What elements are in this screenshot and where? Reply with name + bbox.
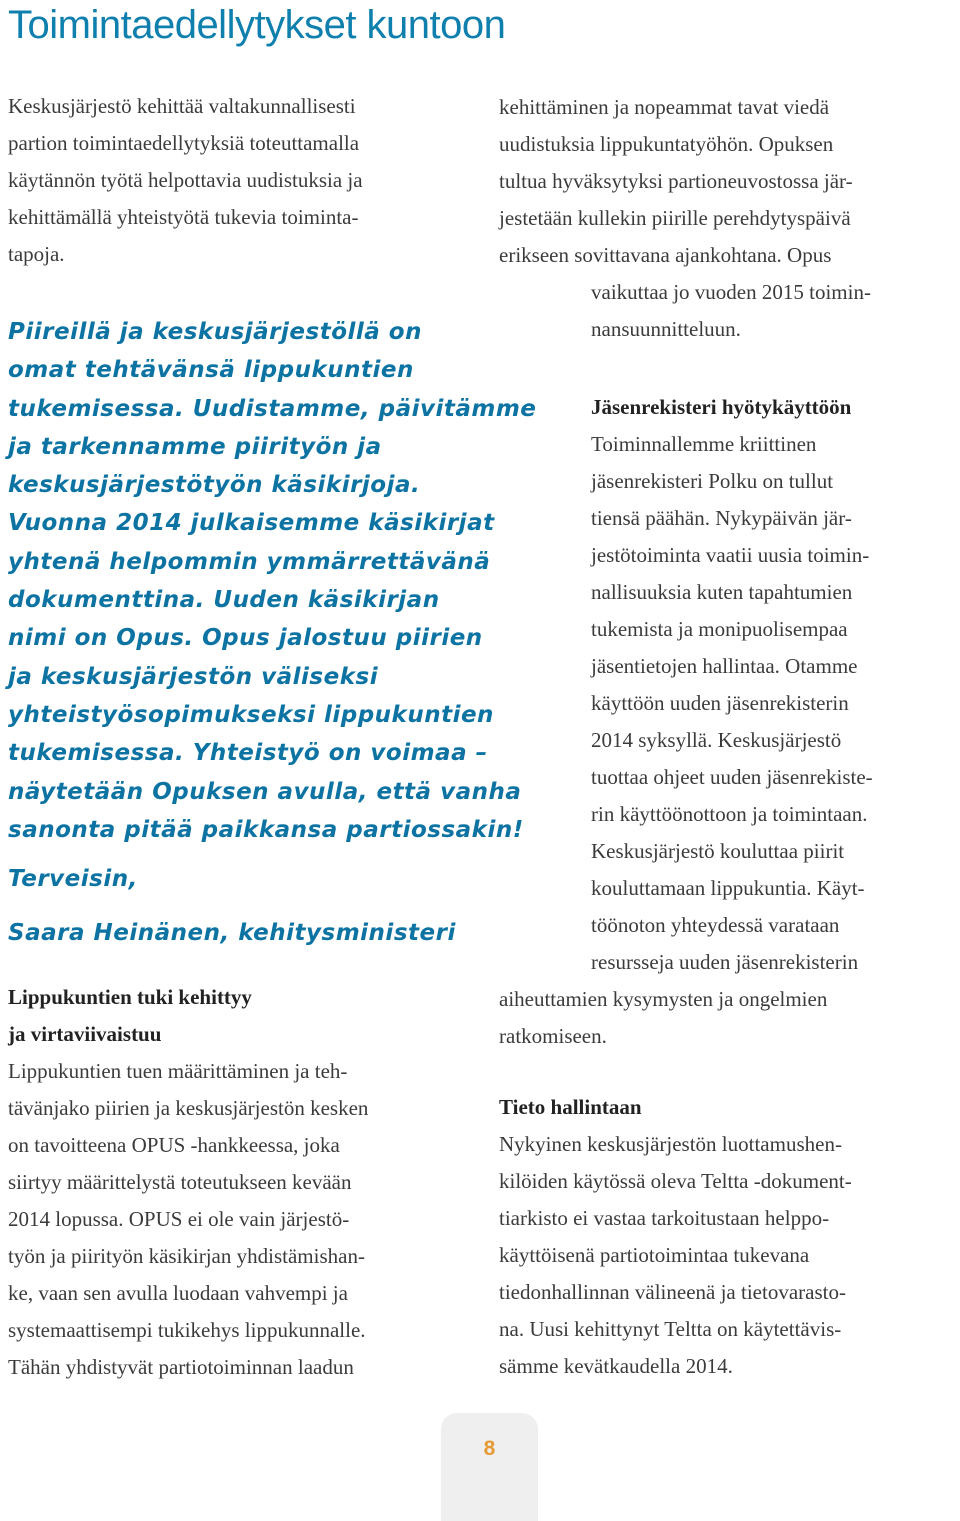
text-line: 2014 lopussa. OPUS ei ole vain järjestö- <box>8 1207 350 1231</box>
signature-name: Saara Heinänen, kehitysministeri <box>8 920 456 946</box>
section-lippukunnat <box>8 979 478 1386</box>
text-line: tiarkisto ei vastaa tarkoitustaan helppo- <box>499 1206 830 1230</box>
text-line: käytännön työtä helpottavia uudistuksia ja <box>8 168 363 192</box>
text-line: tuottaa ohjeet uuden jäsenrekiste- <box>591 765 873 789</box>
quote-line: keskusjärjestötyön käsikirjoja. <box>8 472 421 499</box>
text-line: tiedonhallinnan välineenä ja tietovarasto- <box>499 1280 846 1304</box>
text-line: on tavoitteena OPUS -hankkeessa, joka <box>8 1133 340 1157</box>
page-title: Toimintaedellytykset kuntoon <box>8 3 506 47</box>
text-line: tiensä päähän. Nykypäivän jär- <box>591 506 852 530</box>
text-line: kehittämällä yhteistyötä tukevia toiminta- <box>8 205 359 229</box>
quote-line: yhtenä helpommin ymmärrettävänä <box>8 548 491 575</box>
text-line: ke, vaan sen avulla luodaan vahvempi ja <box>8 1281 348 1305</box>
page-number-tab <box>441 1413 538 1521</box>
text-line: kilöiden käytössä oleva Teltta -dokument- <box>499 1169 852 1193</box>
page-number: 8 <box>483 1437 496 1460</box>
quote-line: yhteistyösopimukseksi lippukuntien <box>8 701 494 728</box>
text-line: na. Uusi kehittynyt Teltta on käytettävis- <box>499 1317 842 1341</box>
section-heading: Jäsenrekisteri hyötykäyttöön <box>591 395 852 419</box>
quote-line: ja tarkennamme piirityön ja <box>8 433 382 460</box>
continuation-paragraph <box>499 89 954 348</box>
section-heading: Tieto hallintaan <box>499 1095 642 1119</box>
text-line: Toiminnallemme kriittinen <box>591 432 817 456</box>
text-line: jestetään kullekin piirille perehdytyspäivä <box>499 206 851 230</box>
text-line: työn ja piirityön käsikirjan yhdistämishan- <box>8 1244 365 1268</box>
text-line: Keskusjärjestö kehittää valtakunnallisesti <box>8 94 356 118</box>
text-line: aiheuttamien kysymysten ja ongelmien <box>499 987 828 1011</box>
text-line: käyttöisenä partiotoimintaa tukevana <box>499 1243 810 1267</box>
quote-line: dokumenttina. Uuden käsikirjan <box>8 587 440 614</box>
text-line: siirtyy määrittelystä toteutukseen kevään <box>8 1170 352 1194</box>
text-line: partion toimintaedellytyksiä toteuttamalla <box>8 131 360 155</box>
text-line: uudistuksia lippukuntatyöhön. Opuksen <box>499 132 834 156</box>
quote-line: nimi on Opus. Opus jalostuu piirien <box>8 625 483 652</box>
section-tieto <box>499 1089 954 1385</box>
quote-line: Piireillä ja keskusjärjestöllä on <box>8 319 422 345</box>
section-jasenrekisteri <box>499 389 954 1055</box>
quote-line: ja keskusjärjestön väliseksi <box>8 663 379 690</box>
text-line: jäsenrekisteri Polku on tullut <box>591 469 834 493</box>
section-heading: Lippukuntien tuki kehittyy <box>8 985 252 1009</box>
quote-line: Vuonna 2014 julkaisemme käsikirjat <box>8 510 495 537</box>
text-line: ratkomiseen. <box>499 1024 607 1048</box>
text-line: kouluttamaan lippukuntia. Käyt- <box>591 876 865 900</box>
section-heading: ja virtaviivaistuu <box>8 1022 162 1046</box>
text-line: tapoja. <box>8 242 65 266</box>
text-line: nansuunnitteluun. <box>591 317 741 341</box>
text-line: nallisuuksia kuten tapahtumien <box>591 580 853 604</box>
text-line: kehittäminen ja nopeammat tavat viedä <box>499 95 830 119</box>
text-line: Keskusjärjestö kouluttaa piirit <box>591 839 845 863</box>
quote-line: tukemisessa. Uudistamme, päivitämme <box>8 395 537 422</box>
text-line: 2014 syksyllä. Keskusjärjestö <box>591 728 842 752</box>
quote-line: omat tehtävänsä lippukuntien <box>8 357 414 384</box>
text-line: töönoton yhteydessä varataan <box>591 913 840 937</box>
text-line: käyttöön uuden jäsenrekisterin <box>591 691 849 715</box>
text-line: tultua hyväksytyksi partioneuvostossa jär- <box>499 169 853 193</box>
quote-line: näytetään Opuksen avulla, että vanha <box>8 778 522 805</box>
quote-line: sanonta pitää paikkansa partiossakin! <box>8 816 524 843</box>
text-line: Tähän yhdistyvät partiotoiminnan laadun <box>8 1355 354 1379</box>
text-line: vaikuttaa jo vuoden 2015 toimin- <box>591 280 871 304</box>
signature-greeting: Terveisin, <box>8 866 138 892</box>
text-line: Lippukuntien tuen määrittäminen ja teh- <box>8 1059 348 1083</box>
text-line: Nykyinen keskusjärjestön luottamushen- <box>499 1132 842 1156</box>
text-line: sämme kevätkaudella 2014. <box>499 1354 733 1378</box>
text-line: systemaattisempi tukikehys lippukunnalle. <box>8 1318 366 1342</box>
text-line: rin käyttöönottoon ja toimintaan. <box>591 802 868 826</box>
text-line: tukemista ja monipuolisempaa <box>591 617 848 641</box>
text-line: erikseen sovittavana ajankohtana. Opus <box>499 243 832 267</box>
text-line: resursseja uuden jäsenrekisterin <box>591 950 859 974</box>
quote-line: tukemisessa. Yhteistyö on voimaa – <box>8 740 488 767</box>
intro-paragraph <box>8 88 478 273</box>
text-line: jäsentietojen hallintaa. Otamme <box>591 654 858 678</box>
text-line: tävänjako piirien ja keskusjärjestön kesken <box>8 1096 369 1120</box>
text-line: jestötoiminta vaatii uusia toimin- <box>591 543 870 567</box>
handwritten-quote <box>8 313 568 849</box>
